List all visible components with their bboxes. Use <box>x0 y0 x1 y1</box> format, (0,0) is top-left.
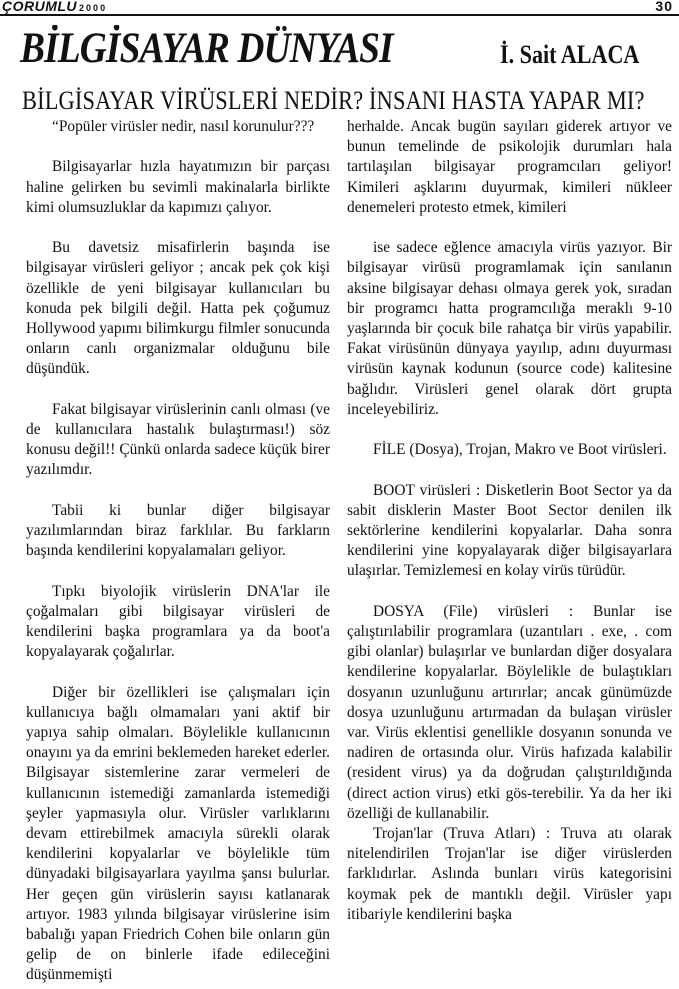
page-number: 30 <box>655 0 673 14</box>
publication-brand <box>2 0 107 14</box>
publication-year: 2000 <box>79 3 108 13</box>
right-column <box>347 117 672 925</box>
page-header <box>0 0 679 16</box>
brand-name: ÇORUMLU <box>2 0 78 14</box>
author-name: İ. Sait ALACA <box>500 40 640 69</box>
paragraph: Diğer bir özellikleri ise çalışmaları için kullanıcıya bağlı olmamaları yani aktif bir yapıya sahip olmaları. Böylelikle kullanıcının onayını ya da emrini beklemeden hareket ederler. Bilgisayar sistemlerine zarar vermeleri de kullanıcının istemediği zamanlarda istemediği şeyler yapmasıyla olur. Virüsler varlıklarını devam ettirebilmek amacıyla sürekli olarak kendilerini kopyalarlar ve böylelikle tüm dünyadaki bilgisayarlara yayılma şansı bulurlar. Her geçen gün virüslerin sayısı katlanarak artıyor. 1983 yılında bilgisayar virüslerine isim babalığı yapan Friedrich Cohen bile onların gün gelip de on binlerle ifade edileceğini düşünmemişti <box>26 683 330 984</box>
section-title: BİLGİSAYAR DÜNYASI <box>20 25 393 72</box>
article-headline: BİLGİSAYAR VİRÜSLERİ NEDİR? İNSANI HASTA YAPAR MI? <box>22 86 645 115</box>
paragraph: Trojan'lar (Truva Atları) : Truva atı olarak nitelendirilen Trojan'lar ise diğer virüslerden farklıdırlar. Aslında bunları virüs kategorisini koymak pek de mantıklı değil. Virüsler yapı itibariyle kendilerini başka <box>347 825 672 923</box>
paragraph: DOSYA (File) virüsleri : Bunlar ise çalıştırılabilir programlara (uzantıları . exe, . com gibi olanlar) bulaşırlar ve bunlardan diğer dosyalara kendilerine kopyalarlar. Böylelikle de bulaştıkları dosyanın uzunluğunu artırırlar; ancak günümüzde dosya uzunluğunu artırmadan da bulaşan virüsler var. Virüs eklentisi genellikle dosyanın sonunda ve nadiren de ortasında olur. Virüs hafızada kalabilir (resident virus) ya da doğrudan çalıştırıldığında (direct action virus) etki gös-terebilir. Ya da her iki özelliği de kullanabilir. <box>347 602 672 822</box>
paragraph: “Popüler virüsler nedir, nasıl korunulur??? <box>52 118 315 135</box>
paragraph: FİLE (Dosya), Trojan, Makro ve Boot virüsleri. <box>373 441 667 459</box>
header-rule <box>0 14 679 16</box>
paragraph: ise sadece eğlence amacıyla virüs yazıyor. Bir bilgisayar virüsü programlamak için sanılanın aksine bilgisayar dehası olmaya gerek yok, sıradan bir programcı hatta programcılığa meraklı 9-10 yaşlarında bir çocuk bile rahatça bir virüs yapabilir. Fakat virüsünün dünyaya yayılıp, adını duyurması virüsün kaynak kodunun (source code) kalitesine bağlıdır. Virüsleri genel olarak dört grupta inceleyebiliriz. <box>347 239 672 418</box>
paragraph: Tabii ki bunlar diğer bilgisayar yazılımlarından biraz farklılar. Bu farkların başında kendilerini kopyalamaları geliyor. <box>26 501 330 560</box>
paragraph: herhalde. Ancak bugün sayıları giderek artıyor ve bunun temelinde de psikolojik durumları hala tartılaşılan bilgisayar programcıları geliyor! Kimileri aşklarını duyurmak, kimileri nükleer denemeleri protesto etmek, kimileri <box>347 118 672 216</box>
paragraph: Bilgisayarlar hızla hayatımızın bir parçası haline gelirken bu sevimli makinalarla birlikte kimi olumsuzluklar da kapımızı çalıyor. <box>26 158 330 216</box>
paragraph: BOOT virüsleri : Disketlerin Boot Sector ya da sabit disklerin Master Boot Sector denilen ilk sektörlerine kendilerini kopyalarlar. Daha sonra kendilerini yine kopyalayarak diğer bilgisayarlara ulaşırlar. Temizlemesi en kolay virüs türüdür. <box>347 481 672 580</box>
paragraph: Fakat bilgisayar virüslerinin canlı olması (ve de kullanıcılara hastalık bulaştırması!) söz konusu değil!! Çünkü onlarda sadece küçük birer yazılımdır. <box>26 400 330 479</box>
paragraph: Bu davetsiz misafirlerin başında ise bilgisayar virüsleri geliyor ; ancak pek çok kişi özellikle de yeni bilgisayar kullanıcıları bu konuda pek bilgili değil. Hatta pek çoğumuz Hollywood yapımı bilimkurgu filmler sonucunda onların canlı organizmalar olduğunu bile düşündük. <box>26 239 330 378</box>
paragraph: Tıpkı biyolojik virüslerin DNA'lar ile çoğalmaları gibi bilgisayar virüsleri de kendilerini başka programlara ya da boot'a kopyalayarak çoğalırlar. <box>26 582 330 661</box>
left-column <box>26 117 330 986</box>
